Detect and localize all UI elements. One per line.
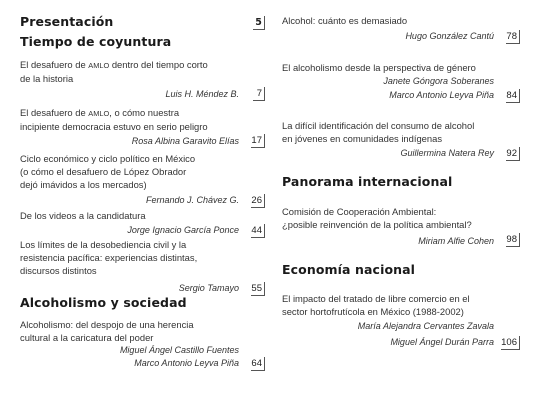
toc-entry-alcoholismo-genero[interactable] xyxy=(282,61,520,102)
entry-title-line: La difícil identificación del consumo de alcohol xyxy=(282,120,475,131)
entry-title-line: en jóvenes en comunidades indígenas xyxy=(282,133,443,144)
entry-author: Rosa Albina Garavito Elías xyxy=(131,136,239,146)
toc-entry-desafuero-democracia[interactable] xyxy=(20,106,265,148)
entry-author: Miguel Ángel Durán Parra xyxy=(390,337,494,347)
entry-author: Miriam Alfie Cohen xyxy=(418,236,494,246)
entry-title-line: de la historia xyxy=(20,73,74,84)
toc-entry-alcohol-cuanto[interactable] xyxy=(282,14,520,43)
entry-author: Jorge Ignacio García Ponce xyxy=(127,225,239,235)
entry-title-line: El impacto del tratado de libre comercio en el xyxy=(282,293,470,304)
entry-title-line: resistencia pacífica: experiencias distintas, xyxy=(20,252,198,263)
page-number: 106 xyxy=(501,336,520,350)
entry-title-line: Alcohol: cuánto es demasiado xyxy=(282,15,408,26)
entry-author: Miguel Ángel Castillo Fuentes xyxy=(119,345,239,355)
section-heading-tiempo-de-coyuntura: Tiempo de coyuntura xyxy=(20,34,172,49)
page-number: 55 xyxy=(251,282,265,296)
entry-title-line: Alcoholismo: del despojo de una herencia xyxy=(20,319,194,330)
entry-title-line: El alcoholismo desde la perspectiva de género xyxy=(282,62,476,73)
page-number: 64 xyxy=(251,357,265,371)
entry-author: Fernando J. Chávez G. xyxy=(145,195,239,205)
entry-title-line: cultural a la caricatura del poder xyxy=(20,332,154,343)
page-number: 5 xyxy=(253,16,265,30)
entry-title-line: incipiente democracia estuvo en serio peligro xyxy=(20,121,208,132)
toc-entry-consumo-alcohol-indigenas[interactable] xyxy=(282,119,520,160)
entry-title-line: Comisión de Cooperación Ambiental: xyxy=(282,206,437,217)
toc-entry-presentacion[interactable] xyxy=(20,14,265,29)
page-number: 92 xyxy=(506,147,520,161)
page-number: 17 xyxy=(251,134,265,148)
entry-author: Marco Antonio Leyva Piña xyxy=(389,90,494,100)
entry-title-line: discursos distintos xyxy=(20,265,97,276)
toc-entry-alcoholismo-despojo[interactable] xyxy=(20,318,265,370)
entry-author: Luis H. Méndez B. xyxy=(165,89,239,99)
entry-title-line: De los videos a la candidatura xyxy=(20,210,146,221)
page-number: 7 xyxy=(253,87,265,101)
entry-author: Sergio Tamayo xyxy=(178,283,239,293)
page-number: 78 xyxy=(506,30,520,44)
toc-entry-ciclo-economico[interactable] xyxy=(20,152,265,207)
toc-entry-desobediencia-civil[interactable] xyxy=(20,238,265,295)
page-number: 26 xyxy=(251,194,265,208)
entry-title-line: dejó imávidos a los mercados) xyxy=(20,179,147,190)
section-heading-panorama-internacional: Panorama internacional xyxy=(282,174,453,189)
entry-title-line: (o cómo el desafuero de López Obrador xyxy=(20,166,187,177)
toc-entry-videos-candidatura[interactable] xyxy=(20,209,265,237)
entry-author: Hugo González Cantú xyxy=(405,31,494,41)
entry-author: María Alejandra Cervantes Zavala xyxy=(357,321,494,331)
page-number: 44 xyxy=(251,224,265,238)
entry-title-line: Los límites de la desobediencia civil y la xyxy=(20,239,187,250)
page-number: 98 xyxy=(506,233,520,247)
entry-title-line: Ciclo económico y ciclo político en México xyxy=(20,153,196,164)
section-heading-economia-nacional: Economía nacional xyxy=(282,262,416,277)
toc-entry-desafuero-tiempo-corto[interactable] xyxy=(20,58,265,101)
entry-title-line: El desafuero de AMLO, o cómo nuestra xyxy=(20,107,180,118)
toc-entry-cooperacion-ambiental[interactable] xyxy=(282,205,520,248)
entry-title-line: sector hortofrutícola en México (1988-2002) xyxy=(282,306,464,317)
page-number: 84 xyxy=(506,89,520,103)
entry-author: Janete Góngora Soberanes xyxy=(383,76,494,86)
toc-entry-tratado-libre-comercio[interactable] xyxy=(282,292,520,349)
entry-author: Marco Antonio Leyva Piña xyxy=(134,358,239,368)
entry-author: Guillermina Natera Rey xyxy=(400,148,494,158)
entry-title-line: El desafuero de AMLO dentro del tiempo corto xyxy=(20,59,208,70)
entry-title-line: ¿posible reinvención de la política ambiental? xyxy=(282,219,472,230)
section-heading-alcoholismo-y-sociedad: Alcoholismo y sociedad xyxy=(20,295,187,310)
presentacion-title: Presentación xyxy=(20,14,114,29)
